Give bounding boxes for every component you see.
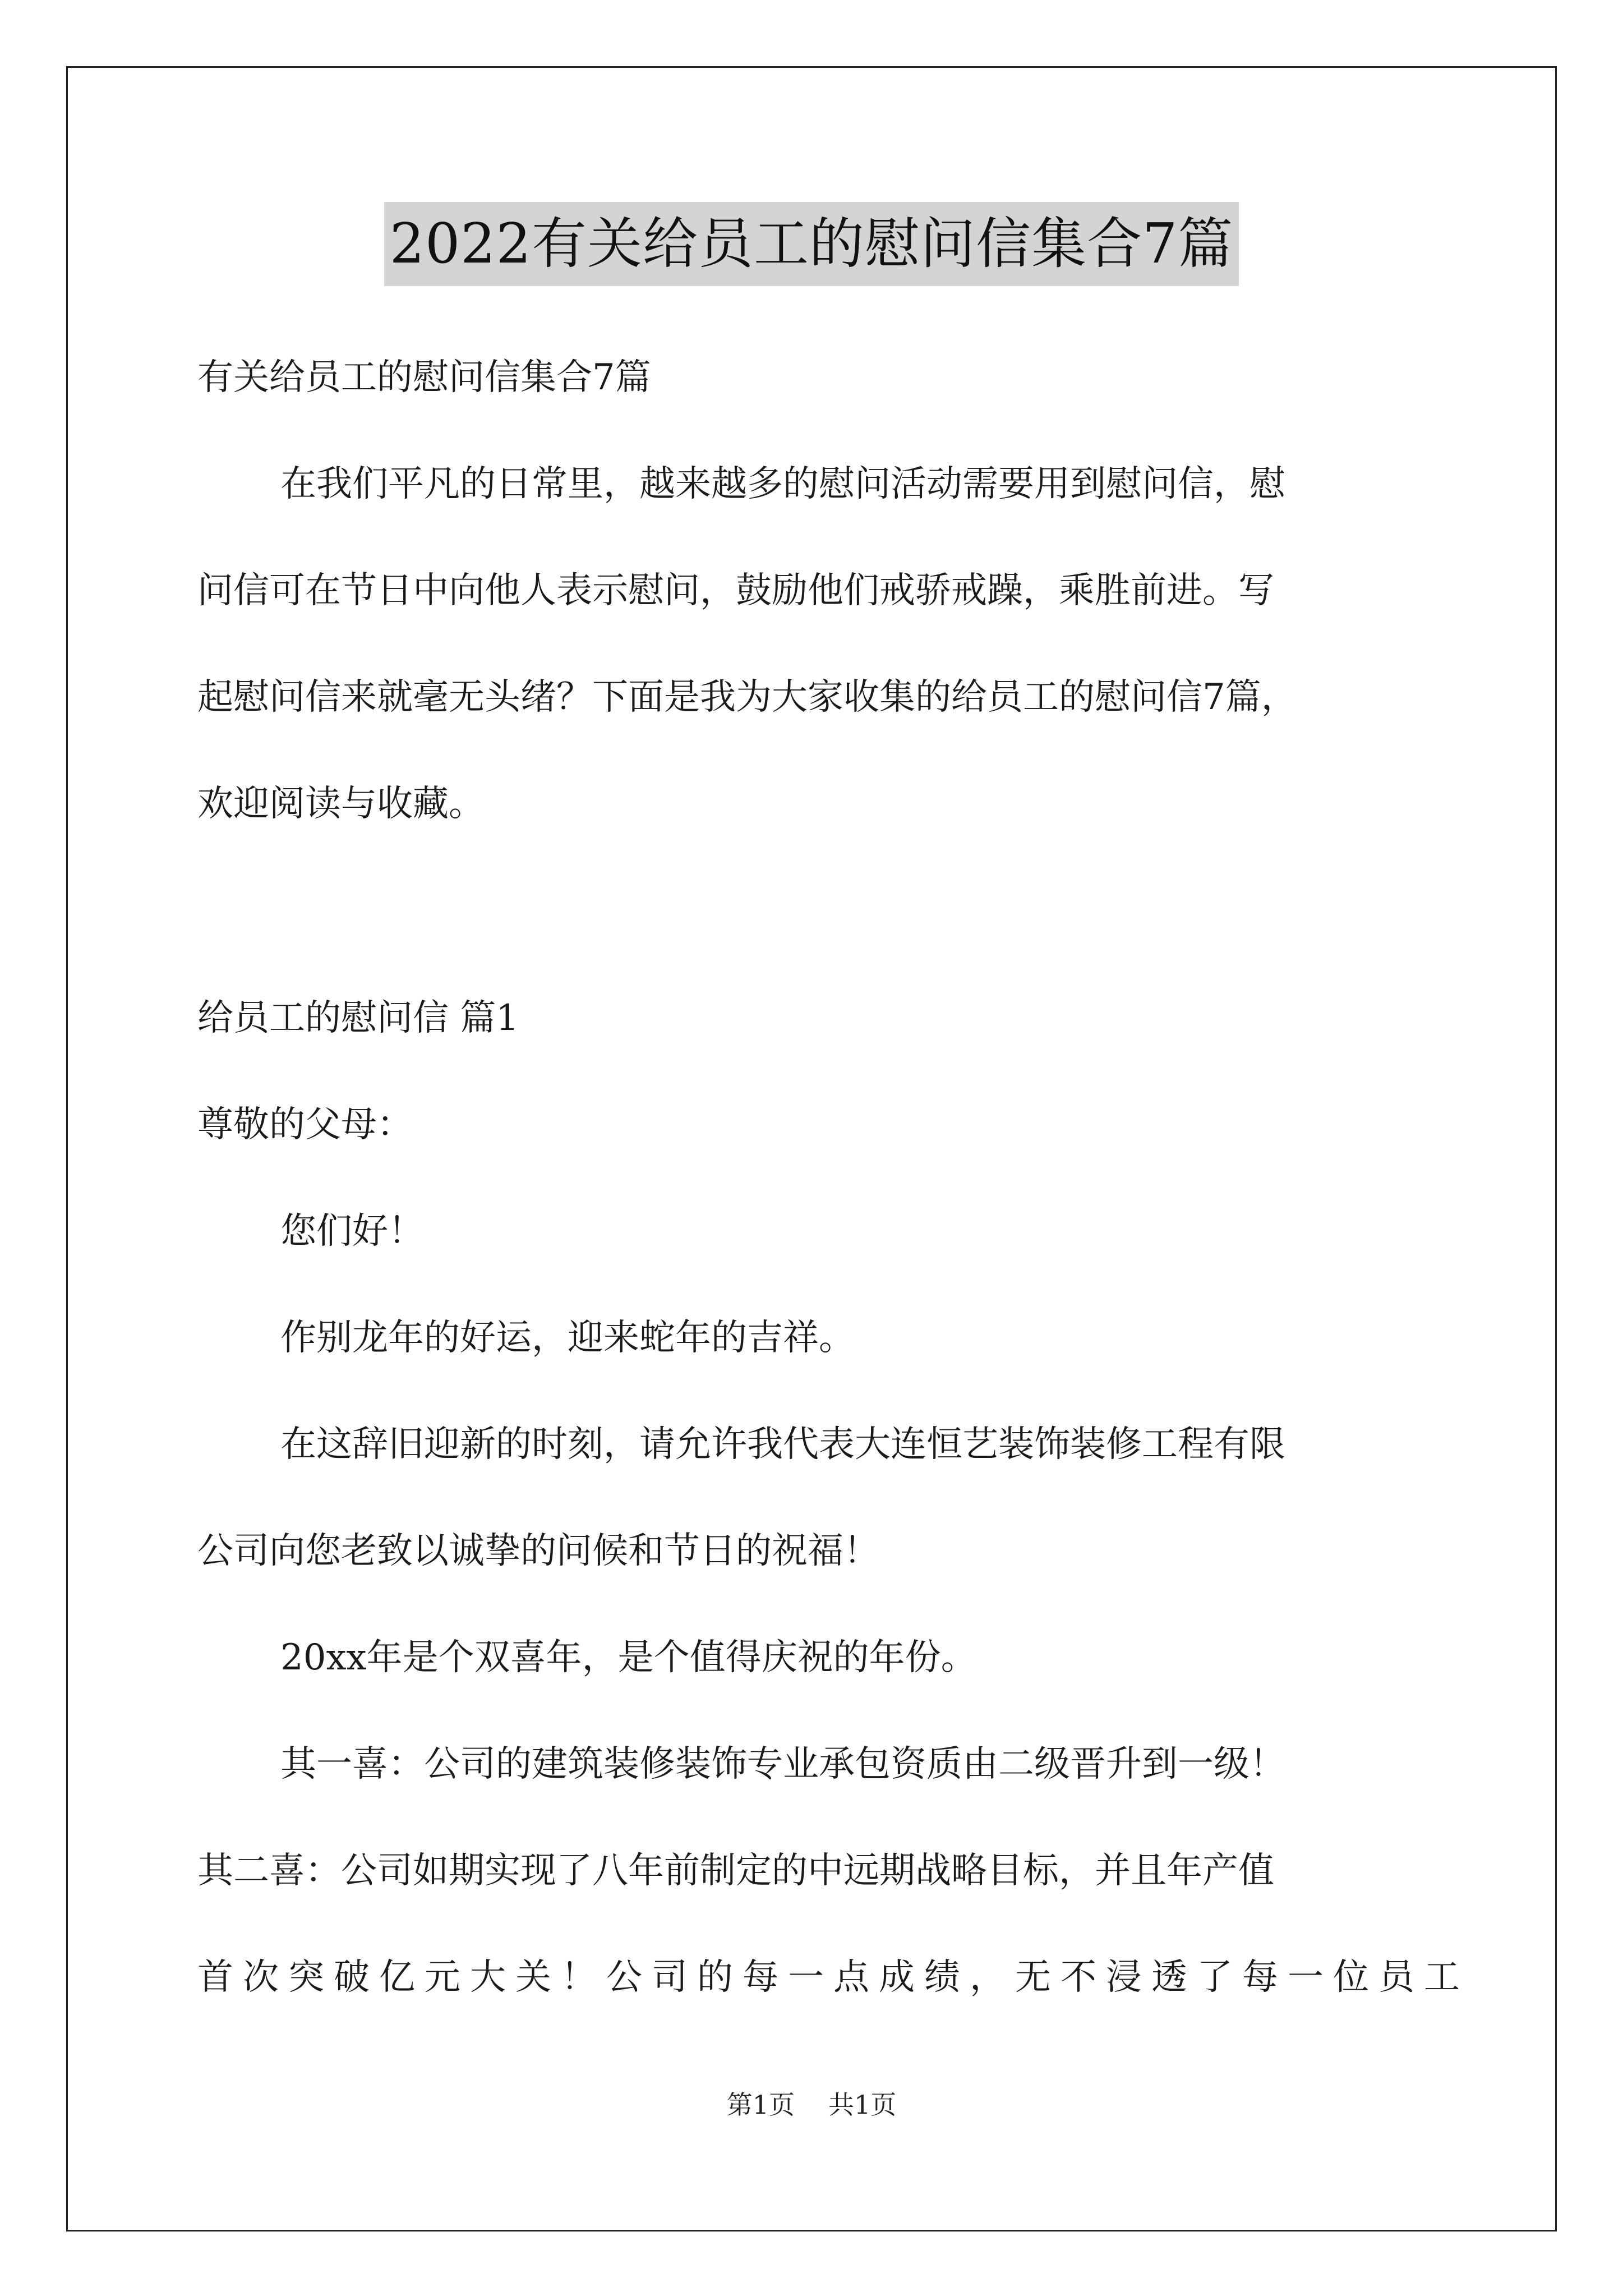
page-footer [0, 2088, 1623, 2122]
intro-line-4: 欢迎阅读与收藏。 [197, 783, 485, 825]
page-number-total: 共1页 [828, 2090, 897, 2120]
paragraph-2-line-1: 在这辞旧迎新的时刻，请允许我代表大连恒艺装饰装修工程有限 [280, 1424, 1285, 1465]
intro-line-3: 起慰问信来就毫无头绪？下面是我为大家收集的给员工的慰问信7篇， [197, 677, 1297, 718]
paragraph-1: 作别龙年的好运，迎来蛇年的吉祥。 [280, 1317, 855, 1359]
greeting: 您们好！ [280, 1211, 424, 1252]
section-heading: 给员工的慰问信 篇1 [197, 997, 519, 1039]
title-container [0, 202, 1623, 286]
document-title: 2022有关给员工的慰问信集合7篇 [384, 202, 1239, 286]
intro-line-1: 在我们平凡的日常里，越来越多的慰问活动需要用到慰问信，慰 [280, 463, 1285, 505]
paragraph-4-line-2: 其二喜：公司如期实现了八年前制定的中远期战略目标，并且年产值 [197, 1850, 1274, 1892]
paragraph-2-line-2: 公司向您老致以诚挚的问候和节日的祝福！ [197, 1530, 879, 1572]
paragraph-4-line-1: 其一喜：公司的建筑装修装饰专业承包资质由二级晋升到一级！ [280, 1743, 1285, 1785]
paragraph-4-line-3: 首次突破亿元大关！公司的每一点成绩，无不浸透了每一位员工 [197, 1957, 1469, 1998]
page-number-current: 第1页 [726, 2090, 795, 2120]
document-subtitle: 有关给员工的慰问信集合7篇 [197, 357, 651, 398]
salutation: 尊敬的父母： [197, 1104, 413, 1145]
intro-line-2: 问信可在节日中向他人表示慰问，鼓励他们戒骄戒躁，乘胜前进。写 [197, 570, 1274, 611]
paragraph-3: 20xx年是个双喜年，是个值得庆祝的年份。 [280, 1637, 977, 1678]
